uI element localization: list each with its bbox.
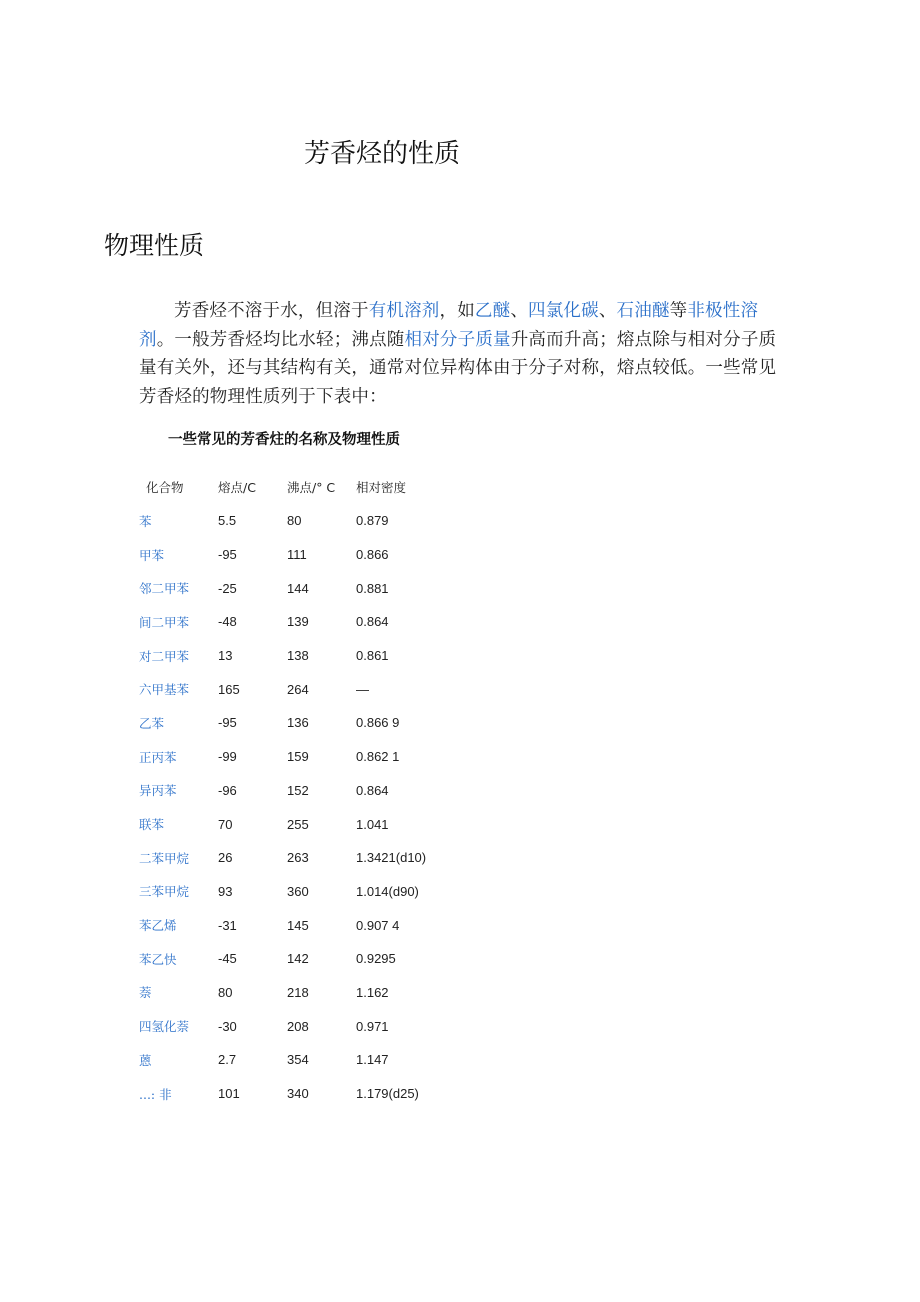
page-title bbox=[0, 133, 764, 170]
table-caption: 一些常见的芳香炷的名称及物理性质 bbox=[168, 432, 400, 448]
density-cell: 0.864 bbox=[356, 782, 389, 798]
density-cell: 0.879 bbox=[356, 513, 389, 529]
density-cell: 0.861 bbox=[356, 648, 389, 664]
compound-name-link[interactable]: 苯乙烯 bbox=[139, 918, 177, 934]
boiling-point-cell: 80 bbox=[287, 513, 302, 529]
paragraph-text: 升高而升高；熔点除与相对分子质量有关外，还与其结构有关，通常对位异构体由于分子对称，熔点较低。一些常见芳香烃的物理性质列于下表中： bbox=[139, 329, 777, 407]
melting-point-cell: -99 bbox=[218, 749, 237, 765]
compound-name-link[interactable]: 蒽 bbox=[139, 1052, 152, 1068]
table-row bbox=[132, 538, 476, 572]
table-row bbox=[132, 841, 476, 875]
melting-point-cell: -45 bbox=[218, 951, 237, 967]
density-cell: 0.866 9 bbox=[356, 715, 400, 731]
table-body bbox=[132, 504, 476, 1110]
paragraph-text: 。一般芳香烃均比水轻；沸点随 bbox=[156, 329, 405, 350]
density-cell: 1.014(d90) bbox=[356, 883, 419, 899]
compound-name-link[interactable]: 萘 bbox=[139, 985, 152, 1001]
paragraph-text: ，如 bbox=[439, 301, 475, 321]
header-boiling-point: 沸点/° C bbox=[287, 480, 336, 495]
compound-name-link[interactable]: 间二甲苯 bbox=[139, 614, 190, 630]
boiling-point-cell: 360 bbox=[287, 883, 309, 899]
paragraph-link[interactable]: 有机溶剂 bbox=[368, 301, 440, 321]
properties-table bbox=[132, 470, 476, 1110]
compound-name-link[interactable]: 二苯甲烷 bbox=[139, 850, 190, 866]
melting-point-cell: 70 bbox=[218, 816, 233, 832]
table-row bbox=[132, 740, 476, 774]
density-cell: — bbox=[356, 681, 369, 697]
boiling-point-cell: 340 bbox=[287, 1086, 309, 1102]
paragraph-link[interactable]: 相对分子质量 bbox=[404, 329, 511, 350]
density-cell: 0.9295 bbox=[356, 951, 396, 967]
boiling-point-cell: 159 bbox=[287, 749, 309, 765]
boiling-point-cell: 152 bbox=[287, 782, 309, 798]
compound-name-link[interactable]: ...: 非 bbox=[139, 1086, 172, 1102]
melting-point-cell: 2.7 bbox=[218, 1052, 237, 1068]
boiling-point-cell: 138 bbox=[287, 648, 309, 664]
compound-name-link[interactable]: 苯 bbox=[139, 513, 152, 529]
melting-point-cell: 93 bbox=[218, 883, 233, 899]
paragraph-link[interactable]: 四氯化碳 bbox=[528, 301, 599, 321]
table-row bbox=[132, 504, 476, 538]
melting-point-cell: -30 bbox=[218, 1018, 237, 1034]
compound-name-link[interactable]: 邻二甲苯 bbox=[139, 581, 190, 597]
boiling-point-cell: 208 bbox=[287, 1018, 309, 1034]
melting-point-cell: 26 bbox=[218, 850, 233, 866]
paragraph-link[interactable]: 石油醚 bbox=[616, 301, 670, 321]
paragraph-text: 芳香烃不溶于水，但溶于 bbox=[174, 301, 369, 321]
table-row bbox=[132, 774, 476, 808]
boiling-point-cell: 144 bbox=[287, 580, 309, 596]
boiling-point-cell: 111 bbox=[287, 547, 307, 563]
melting-point-cell: -96 bbox=[218, 782, 237, 798]
boiling-point-cell: 139 bbox=[287, 614, 309, 630]
density-cell: 0.864 bbox=[356, 614, 389, 630]
density-cell: 0.881 bbox=[356, 580, 389, 596]
melting-point-cell: -31 bbox=[218, 917, 237, 933]
table-row bbox=[132, 1043, 476, 1077]
density-cell: 0.971 bbox=[356, 1018, 389, 1034]
section-heading: 物理性质 bbox=[104, 231, 205, 260]
density-cell: 1.162 bbox=[356, 984, 389, 1000]
density-cell: 1.179(d25) bbox=[356, 1086, 419, 1102]
compound-name-link[interactable]: 乙苯 bbox=[139, 715, 165, 731]
melting-point-cell: 5.5 bbox=[218, 513, 237, 529]
boiling-point-cell: 264 bbox=[287, 681, 309, 697]
paragraph-link[interactable]: 非极性溶剂 bbox=[139, 301, 759, 350]
melting-point-cell: -95 bbox=[218, 715, 237, 731]
compound-name-link[interactable]: 联苯 bbox=[139, 817, 165, 833]
boiling-point-cell: 145 bbox=[287, 917, 309, 933]
compound-name-link[interactable]: 四氢化萘 bbox=[139, 1019, 190, 1035]
table-row bbox=[132, 1077, 476, 1111]
density-cell: 1.041 bbox=[356, 816, 389, 832]
table-row bbox=[132, 908, 476, 942]
boiling-point-cell: 354 bbox=[287, 1052, 309, 1068]
compound-name-link[interactable]: 三苯甲烷 bbox=[139, 884, 190, 900]
table-row bbox=[132, 605, 476, 639]
compound-name-link[interactable]: 正丙苯 bbox=[139, 749, 177, 765]
boiling-point-cell: 218 bbox=[287, 984, 309, 1000]
header-relative-density: 相对密度 bbox=[356, 480, 407, 495]
paragraph-text: 、 bbox=[598, 301, 617, 321]
melting-point-cell: 101 bbox=[218, 1086, 240, 1102]
paragraph-text: 等 bbox=[669, 301, 688, 321]
melting-point-cell: -25 bbox=[218, 580, 237, 596]
header-compound: 化合物 bbox=[146, 480, 184, 495]
page-title-text: 芳香烃的性质 bbox=[303, 139, 460, 169]
table-row bbox=[132, 976, 476, 1010]
compound-name-link[interactable]: 甲苯 bbox=[139, 547, 165, 563]
compound-name-link[interactable]: 对二甲苯 bbox=[139, 648, 190, 664]
compound-name-link[interactable]: 异丙苯 bbox=[139, 783, 177, 799]
boiling-point-cell: 142 bbox=[287, 951, 309, 967]
compound-name-link[interactable]: 六甲基苯 bbox=[139, 682, 190, 698]
boiling-point-cell: 263 bbox=[287, 850, 309, 866]
table-row bbox=[132, 942, 476, 976]
table-row bbox=[132, 571, 476, 605]
melting-point-cell: 165 bbox=[218, 681, 240, 697]
density-cell: 1.147 bbox=[356, 1052, 389, 1068]
table-row bbox=[132, 639, 476, 673]
table-row bbox=[132, 672, 476, 706]
table-row bbox=[132, 875, 476, 909]
table-row bbox=[132, 706, 476, 740]
melting-point-cell: 13 bbox=[218, 648, 233, 664]
table-row bbox=[132, 1009, 476, 1043]
boiling-point-cell: 255 bbox=[287, 816, 309, 832]
paragraph-text: 、 bbox=[510, 301, 529, 321]
melting-point-cell: 80 bbox=[218, 984, 233, 1000]
paragraph-link[interactable]: 乙醚 bbox=[474, 301, 511, 321]
table-row bbox=[132, 807, 476, 841]
density-cell: 0.866 bbox=[356, 547, 389, 563]
density-cell: 0.862 1 bbox=[356, 749, 400, 765]
intro-paragraph bbox=[139, 297, 789, 411]
compound-name-link[interactable]: 苯乙快 bbox=[139, 951, 177, 967]
boiling-point-cell: 136 bbox=[287, 715, 309, 731]
melting-point-cell: -48 bbox=[218, 614, 237, 630]
header-melting-point: 熔点/C bbox=[218, 480, 256, 495]
density-cell: 0.907 4 bbox=[356, 917, 400, 933]
melting-point-cell: -95 bbox=[218, 547, 237, 563]
table-header-row bbox=[132, 470, 476, 504]
density-cell: 1.3421(d10) bbox=[356, 850, 427, 866]
